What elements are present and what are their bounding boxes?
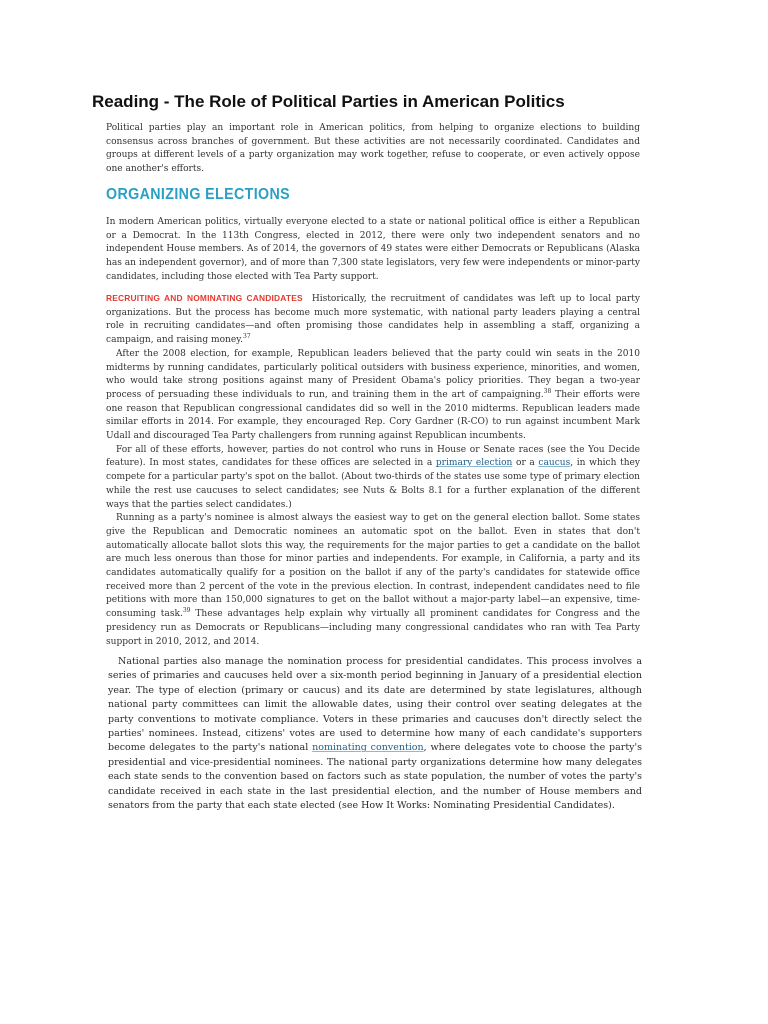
after-2008-text-a: After the 2008 election, for example, Republican leaders believed that the party could win seats in the 2010 midterms by running candidates, particularly political outsiders with business experience, minorities, and women, who would take strong positions against many of President Obama's policy priorities. They began a two-year process of persuading these individuals to run, and training them in the art of campaigning. (106, 348, 640, 400)
running-text-a: Running as a party's nominee is almost always the easiest way to get on the general election ballot. Some states give the Republican and Democratic nominees an automatic spot on the ballot. Even in states that don't automatically allocate ballot slots this way, the requirements for the major parties to get a candidate on the ballot are much less onerous than those for minor parties and independents. For example, in California, a party and its candidates automatically qualify for a position on the ballot if any of the party's candidates for statewide office received more than 2 percent of the vote in the previous election. In contrast, independent candidates need to file petitions with more than 150,000 signatures to get on the ballot without a major-party label—an expensive, time-consuming task. (106, 513, 640, 620)
section-heading: ORGANIZING ELECTIONS (106, 186, 291, 203)
national-text-b: , where delegates vote to choose the party's presidential and vice-presidential nominees. The national party organizations determine how many delegates each state sends to the convention based on factors such as state population, the number of votes the party's candidate received in each state in the last presidential election, and the number of House members and senators from the party that each state elected (see How It Works: Nominating Presidential Candidates). (108, 742, 642, 812)
efforts-text-a: For all of these efforts, however, parties do not control who runs in House or Senate races (see the You Decide feature). In most states, candidates for these offices are selected in a (106, 444, 640, 469)
national-parties-paragraph (108, 655, 642, 813)
recruiting-section (106, 292, 640, 649)
modern-politics-text: In modern American politics, virtually everyone elected to a state or national political office is either a Republican or a Democrat. In the 113th Congress, elected in 2012, there were only two independent senators and no independent House members. As of 2014, the governors of 49 states were either Democrats or Republicans (Alaska has an independent governor), and of more than 7,300 state legislators, very few were independents or minor-party candidates, including those elected with Tea Party support. (106, 217, 640, 282)
modern-politics-paragraph (106, 216, 640, 285)
footnote-38: 38 (543, 387, 552, 395)
recruiting-paragraph (106, 292, 640, 348)
runin-heading: RECRUITING AND NOMINATING CANDIDATES (106, 293, 303, 303)
running-paragraph (106, 512, 640, 649)
primary-election-link[interactable]: primary election (435, 458, 513, 469)
running-text-b: These advantages help explain why virtually all prominent candidates for Congress and the presidency run as Democrats or Republicans—including many congressional candidates who ran with Tea Party support in 2010, 2012, and 2014. (106, 609, 641, 647)
national-text-a: National parties also manage the nomination process for presidential candidates. This process involves a series of primaries and caucuses held over a six-month period beginning in January of a presidential election year. The type of election (primary or caucus) and its date are determined by state legislatures, although national party committees can limit the allowable dates, using their control over seating delegates at the party conventions to motivate compliance. Voters in these primaries and caucuses don't directly select the parties' nominees. Instead, citizens' votes are used to determine how many of each candidate's supporters become delegates to the party's national (108, 656, 642, 754)
efforts-paragraph (106, 444, 640, 513)
page-title: Reading - The Role of Political Parties in American Politics (92, 92, 565, 111)
efforts-text-c: , in which they compete for a particular party's spot on the ballot. (About two-thirds of the states use some type of primary election while the rest use caucuses to select candidates; see Nuts & Bolts 8.1 for a further explanation of the different ways that the parties select candidates.) (106, 458, 641, 510)
intro-text: Political parties play an important role in American politics, from helping to organize elections to building consensus across branches of government. But these activities are not necessarily coordinated. Candidates and groups at different levels of a party organization may work together, refuse to cooperate, or even actively oppose one another's efforts. (106, 123, 640, 175)
nominating-convention-link[interactable]: nominating convention (312, 742, 424, 754)
recruiting-text: Historically, the recruitment of candidates was left up to local party organizations. But the process has become much more systematic, with national party leaders playing a central role in recruiting candidates—and often promising those candidates help in assembling a staff, organizing a campaign, and raising money. (106, 294, 640, 346)
after-2008-text-b: Their efforts were one reason that Republican congressional candidates did so well in the 2010 midterms. Republican leaders made similar efforts in 2014. For example, they encouraged Rep. Cory Gardner (R-CO) to run against incumbent Mark Udall and discouraged Tea Party challengers from running against Republican incumbents. (106, 389, 641, 442)
intro-paragraph (106, 122, 640, 177)
national-parties-text (108, 655, 642, 813)
caucus-link[interactable]: caucus (538, 458, 571, 469)
efforts-text-b: or a (512, 458, 539, 469)
footnote-39: 39 (182, 607, 191, 615)
footnote-37: 37 (243, 333, 251, 341)
after-2008-paragraph (106, 348, 640, 444)
